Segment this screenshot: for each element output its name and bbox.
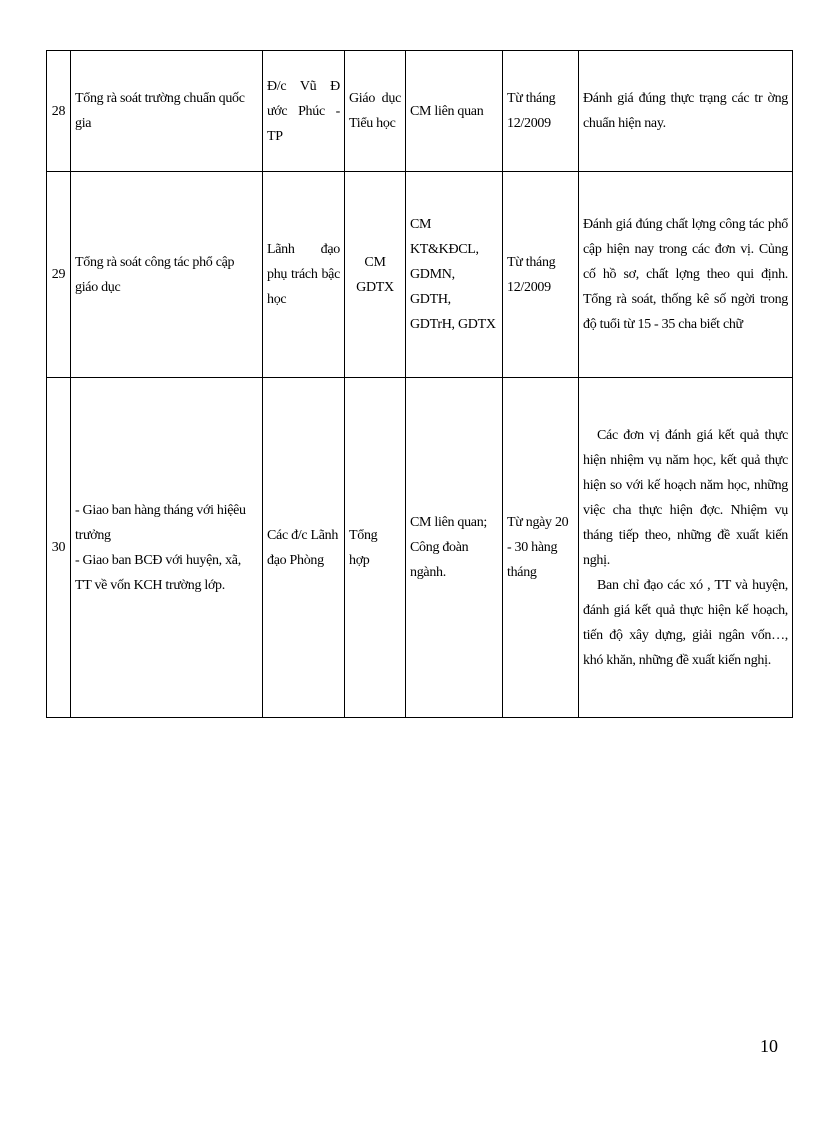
- row-number: 30: [47, 378, 71, 718]
- field-cell: CM GDTX: [345, 172, 406, 378]
- field-cell: Tổng hợp: [345, 378, 406, 718]
- coordinator-cell: CM KT&KĐCL, GDMN, GDTH, GDTrH, GDTX: [406, 172, 503, 378]
- table-row: [47, 378, 793, 718]
- page-number: 10: [760, 1036, 778, 1056]
- field-cell: Giáo dục Tiểu học: [345, 51, 406, 172]
- time-cell: Từ ngày 20 - 30 hàng tháng: [503, 378, 579, 718]
- coordinator-cell: CM liên quan: [406, 51, 503, 172]
- note-paragraph: Các đơn vị đánh giá kết quả thực hiện nhiệm vụ năm học, kết quả thực hiện so với kế hoạch năm học, những việc cha thực hiện đợc. Nhiệm vụ tháng tiếp theo, những đề xuất kiến nghị.: [583, 427, 788, 568]
- task-line: - Giao ban BCĐ với huyện, xã, TT về vốn KCH trường lớp.: [75, 552, 241, 593]
- row-number: 28: [47, 51, 71, 172]
- task-cell: Tổng rà soát trường chuẩn quốc gia: [71, 51, 263, 172]
- task-cell: [71, 378, 263, 718]
- note-cell: Đánh giá đúng thực trạng các tr ờng chuẩn hiện nay.: [579, 51, 793, 172]
- row-number: 29: [47, 172, 71, 378]
- work-plan-table: [46, 50, 793, 718]
- note-cell: Đánh giá đúng chất lợng công tác phổ cập hiện nay trong các đơn vị. Củng cố hồ sơ, chất lợng theo qui định. Tổng rà soát, thống kê số ngời trong độ tuổi từ 15 - 35 cha biết chữ: [579, 172, 793, 378]
- time-cell: Từ tháng 12/2009: [503, 172, 579, 378]
- responsible-cell: Đ/c Vũ Đ ước Phúc - TP: [263, 51, 345, 172]
- task-line: - Giao ban hàng tháng với hiệêu trưởng: [75, 502, 246, 543]
- responsible-cell: Các đ/c Lãnh đạo Phòng: [263, 378, 345, 718]
- note-cell: [579, 378, 793, 718]
- responsible-cell: Lãnh đạo phụ trách bậc học: [263, 172, 345, 378]
- task-cell: Tổng rà soát công tác phổ cập giáo dục: [71, 172, 263, 378]
- table-row: [47, 51, 793, 172]
- table-row: [47, 172, 793, 378]
- coordinator-cell: CM liên quan; Công đoàn ngành.: [406, 378, 503, 718]
- time-cell: Từ tháng 12/2009: [503, 51, 579, 172]
- note-paragraph: Ban chỉ đạo các xó , TT và huyện, đánh giá kết quả thực hiện kế hoạch, tiến độ xây dựng, giải ngân vốn…, khó khăn, những đề xuất kiến nghị.: [583, 577, 788, 668]
